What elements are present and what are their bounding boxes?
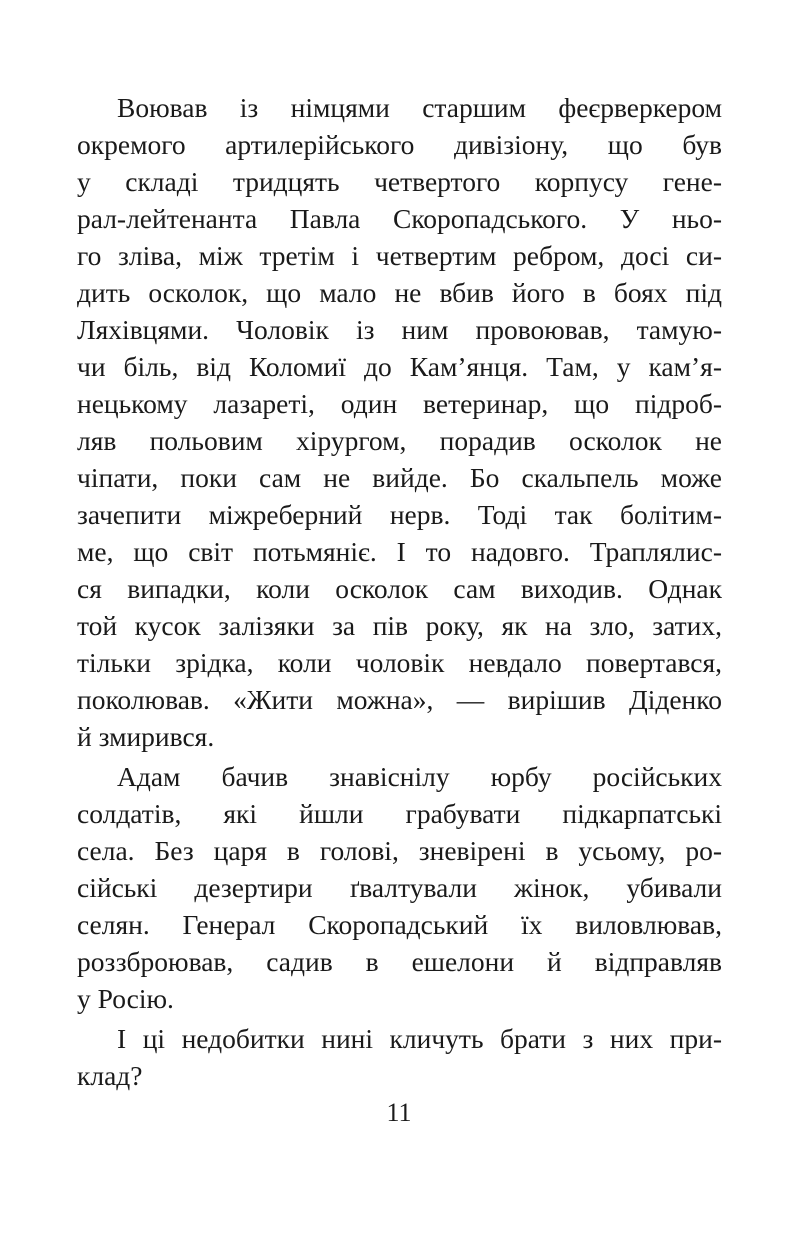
paragraph-1-line-15: той кусок залізяки за пів року, як на зло, затих, (77, 610, 722, 641)
paragraph-1-line-7: Ляхівцями. Чоловік із ним провоював, тамую- (77, 314, 722, 345)
paragraph-2-line-3: села. Без царя в голові, зневірені в усьому, ро- (77, 835, 722, 866)
paragraph-2-line-6: роззброював, садив в ешелони й відправляв (77, 946, 722, 977)
paragraph-1-line-12: зачепити міжреберний нерв. Тоді так болітим- (77, 499, 722, 530)
paragraph-1-line-2: окремого артилерійського дивізіону, що був (77, 129, 722, 160)
paragraph-1-line-4: рал-лейтенанта Павла Скоропадського. У ньо- (77, 203, 722, 234)
paragraph-1-line-14: ся випадки, коли осколок сам виходив. Однак (77, 573, 722, 604)
paragraph-1-line-16: тільки зрідка, коли чоловік невдало повертався, (77, 647, 722, 678)
paragraph-1-line-17: поколював. «Жити можна», — вирішив Діденко (77, 684, 722, 715)
paragraph-2-line-1: Адам бачив знавіснілу юрбу російських (117, 761, 722, 792)
paragraph-1-line-3: у складі тридцять четвертого корпусу гене- (77, 166, 722, 197)
paragraph-3-line-2: клад? (77, 1060, 143, 1091)
paragraph-1-line-6: дить осколок, що мало не вбив його в боях під (77, 277, 722, 308)
paragraph-2-line-4: сійські дезертири ґвалтували жінок, убивали (77, 872, 722, 903)
paragraph-2-line-7: у Росію. (77, 983, 174, 1014)
paragraph-1-line-10: ляв польовим хірургом, порадив осколок не (77, 425, 722, 456)
paragraph-1-line-13: ме, що світ потьмяніє. І то надовго. Траплялис- (77, 536, 722, 567)
paragraph-1-line-9: нецькому лазареті, один ветеринар, що підроб- (77, 388, 722, 419)
paragraph-1-line-1: Воював із німцями старшим феєрверкером (117, 92, 722, 123)
paragraph-1-line-18: й змирився. (77, 721, 215, 752)
paragraph-2-line-5: селян. Генерал Скоропадський їх виловлював, (77, 909, 722, 940)
paragraph-3-line-1: І ці недобитки нині кличуть брати з них при- (117, 1023, 722, 1054)
page-number: 11 (386, 1098, 412, 1127)
paragraph-2-line-2: солдатів, які йшли грабувати підкарпатські (77, 798, 722, 829)
paragraph-1-line-5: го зліва, між третім і четвертим ребром, досі си- (77, 240, 722, 271)
paragraph-1-line-11: чіпати, поки сам не вийде. Бо скальпель може (77, 462, 722, 493)
paragraph-1-line-8: чи біль, від Коломиї до Кам’янця. Там, у кам’я- (77, 351, 722, 382)
